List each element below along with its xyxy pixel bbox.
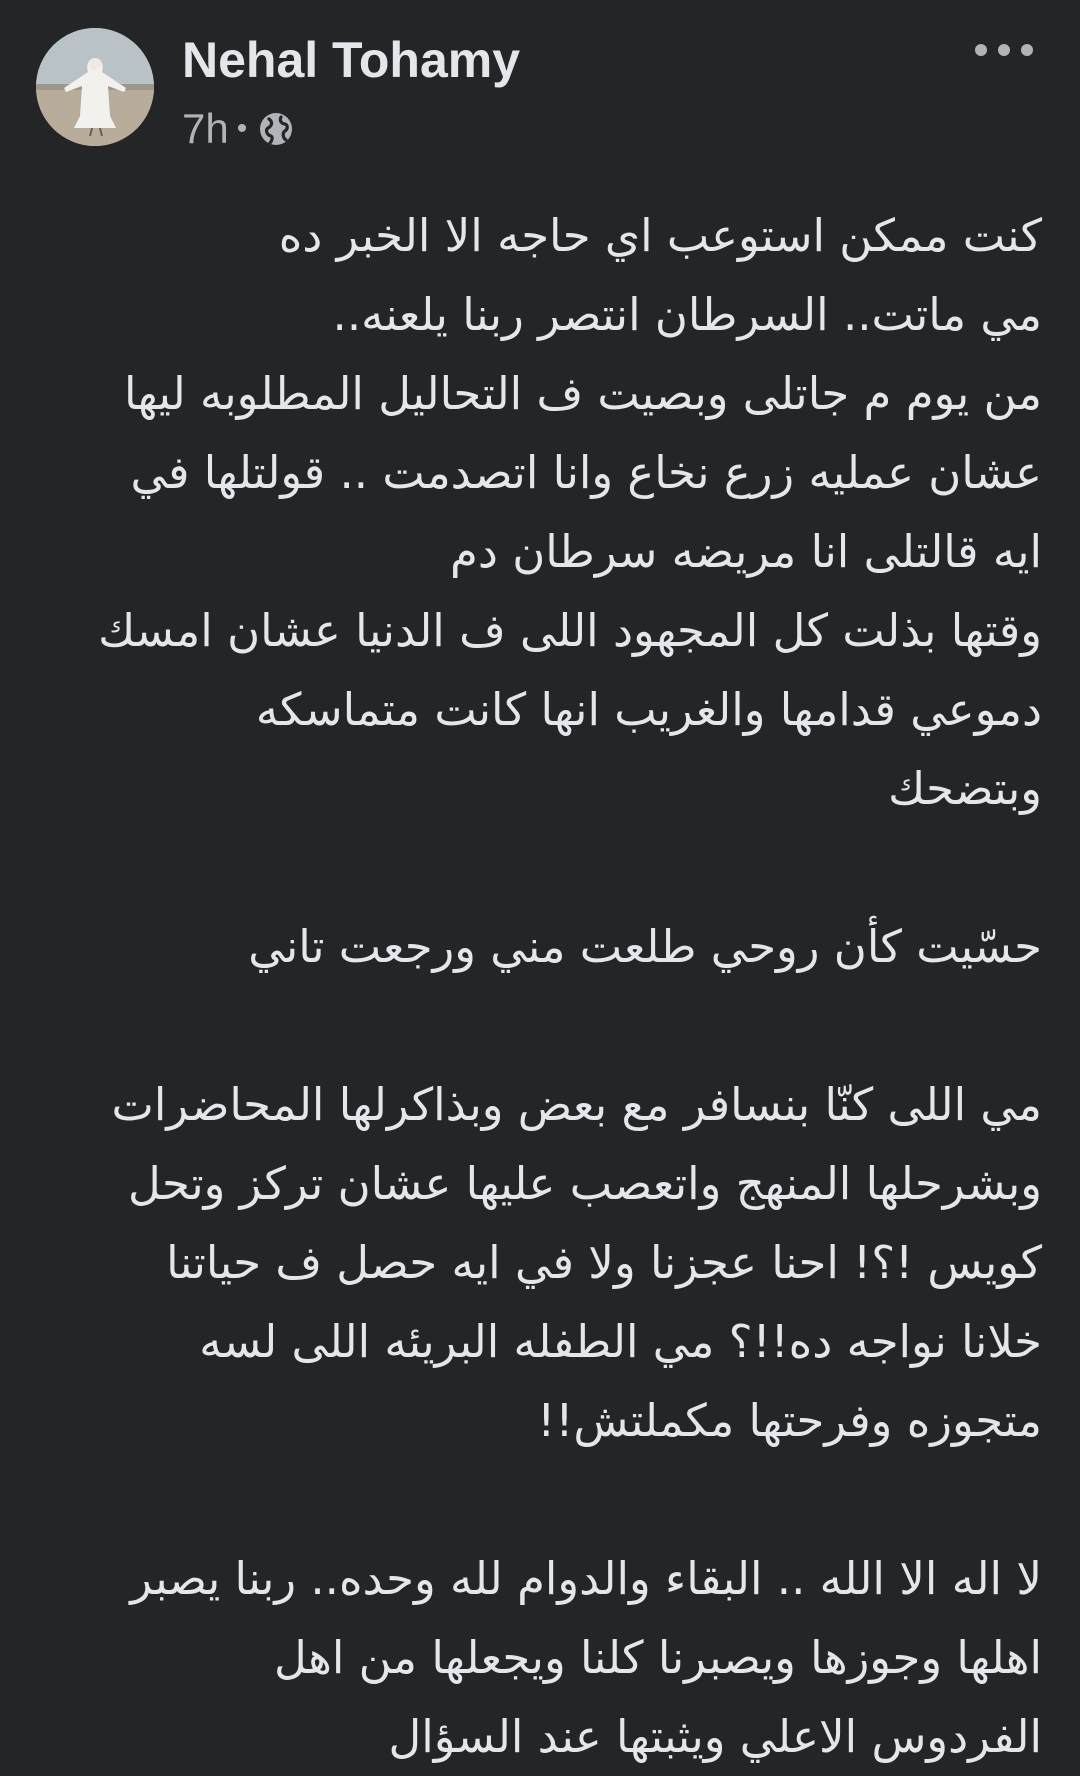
paragraph-gap bbox=[60, 1460, 1042, 1539]
post-line: كويس !؟! احنا عجزنا ولا في ايه حصل ف حياتنا bbox=[166, 1236, 1042, 1289]
avatar[interactable] bbox=[36, 28, 154, 146]
post-line: مي اللى كنّا بنسافر مع بعض وبذاكرلها المحاضرات bbox=[111, 1078, 1042, 1131]
more-options-button[interactable] bbox=[964, 30, 1044, 70]
post-time[interactable]: 7h bbox=[182, 105, 229, 152]
post-line: متجوزه وفرحتها مكملتش!! bbox=[537, 1394, 1042, 1447]
post-line: وبتضحك bbox=[888, 762, 1042, 815]
post-line: من يوم م جاتلى وبصيت ف التحاليل المطلوبه ليها bbox=[123, 367, 1042, 420]
post-line: خلانا نواجه ده!!؟ مي الطفله البريئه اللى لسه bbox=[199, 1315, 1042, 1368]
post-line: كنت ممكن استوعب اي حاجه الا الخبر ده bbox=[278, 209, 1042, 262]
post-line: وبشرحلها المنهج واتعصب عليها عشان تركز وتحل bbox=[127, 1157, 1042, 1210]
paragraph-gap bbox=[60, 828, 1042, 907]
post-line: وقتها بذلت كل المجهود اللى ف الدنيا عشان امسك bbox=[98, 604, 1042, 657]
avatar-photo bbox=[36, 28, 154, 146]
globe-icon bbox=[257, 110, 295, 148]
post-header bbox=[0, 0, 1080, 160]
post-meta bbox=[182, 104, 295, 154]
post-line: دموعي قدامها والغريب انها كانت متماسكه bbox=[255, 683, 1042, 736]
meta-separator: • bbox=[236, 112, 248, 145]
post-line: ايه قالتلى انا مريضه سرطان دم bbox=[450, 525, 1042, 578]
post-line: اهلها وجوزها ويصبرنا كلنا ويجعلها من اهل bbox=[274, 1631, 1042, 1684]
post-text bbox=[60, 196, 1042, 1776]
post-line: لا اله الا الله .. البقاء والدوام لله وحده.. ربنا يصبر bbox=[130, 1552, 1042, 1605]
author-name[interactable]: Nehal Tohamy bbox=[182, 32, 521, 88]
post-line: مي ماتت.. السرطان انتصر ربنا يلعنه.. bbox=[332, 288, 1042, 341]
post-line: حسّيت كأن روحي طلعت مني ورجعت تاني bbox=[248, 920, 1042, 973]
post-line: عشان عمليه زرع نخاع وانا اتصدمت .. قولتلها في bbox=[130, 446, 1042, 499]
paragraph-gap bbox=[60, 986, 1042, 1065]
more-horizontal-icon bbox=[973, 42, 1035, 58]
post-line: الفردوس الاعلي ويثبتها عند السؤال bbox=[388, 1710, 1042, 1763]
